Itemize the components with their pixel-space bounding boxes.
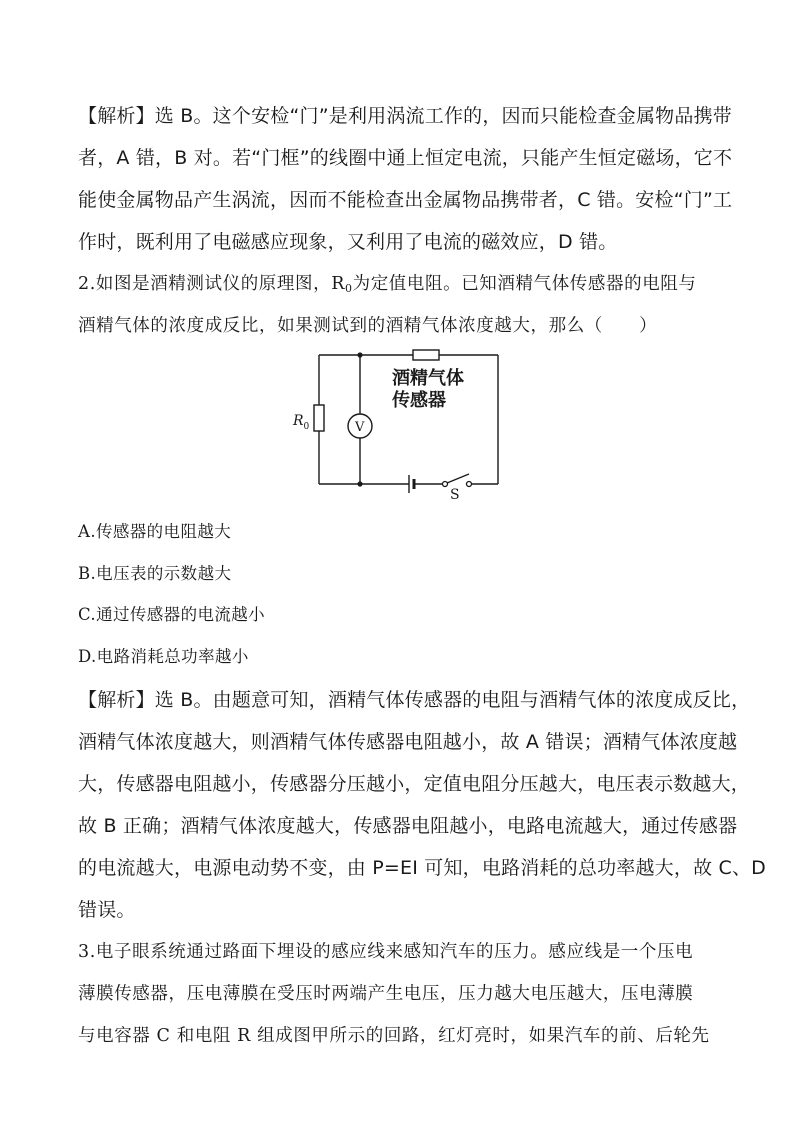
switch — [443, 474, 472, 487]
explanation-2-line: 故 B 正确；酒精气体浓度越大，传感器电阻越小，电路电流越大，通过传感器 — [78, 815, 738, 837]
question-2-line-2: 酒精气体的浓度成反比，如果测试到的酒精气体浓度越大，那么（ ） — [78, 316, 658, 336]
sensor-label-line-2: 传感器 — [392, 390, 446, 411]
explanation-1-line: 能使金属物品产生涡流，因而不能检查出金属物品携带者，C 错。安检“门”工 — [78, 189, 733, 211]
voltmeter-label: V — [355, 420, 365, 435]
battery — [409, 475, 414, 493]
question-3-line: 与电容器 C 和电阻 R 组成图甲所示的回路，红灯亮时，如果汽车的前、后轮先 — [78, 1026, 710, 1046]
explanation-1-line: 【解析】选 B。这个安检“门”是利用涡流工作的，因而只能检查金属物品携带 — [78, 105, 732, 127]
question-2-prefix: 2.如图是酒精测试仪的原理图，R — [78, 274, 345, 294]
circuit-diagram — [0, 0, 794, 520]
explanation-1-line: 者，A 错，B 对。若“门框”的线圈中通上恒定电流，只能产生恒定磁场，它不 — [78, 147, 733, 169]
explanation-2-line: 酒精气体浓度越大，则酒精气体传感器电阻越小，故 A 错误；酒精气体浓度越 — [78, 731, 738, 753]
option-d: D.电路消耗总功率越小 — [78, 647, 249, 666]
question-3-line: 3.电子眼系统通过路面下埋设的感应线来感知汽车的压力。感应线是一个压电 — [78, 942, 694, 962]
sensor-resistor — [413, 350, 439, 360]
sensor-label-line-1: 酒精气体 — [392, 368, 464, 389]
junction-dot — [357, 481, 362, 486]
explanation-2-line: 错误。 — [78, 899, 136, 921]
question-3-line: 薄膜传感器，压电薄膜在受压时两端产生电压，压力越大电压越大，压电薄膜 — [78, 984, 694, 1004]
explanation-2-line: 的电流越大，电源电动势不变，由 P=EI 可知，电路消耗的总功率越大，故 C、D — [78, 857, 767, 879]
r0-subscript: 0 — [344, 282, 353, 295]
explanation-1-line: 作时，既利用了电磁感应现象，又利用了电流的磁效应，D 错。 — [78, 231, 618, 253]
explanation-2-line: 大，传感器电阻越小，传感器分压越小，定值电阻分压越大，电压表示数越大， — [78, 773, 751, 795]
option-c: C.通过传感器的电流越小 — [78, 605, 266, 624]
r0-label: $R_0$ — [293, 413, 310, 432]
option-b: B.电压表的示数越大 — [78, 564, 232, 583]
switch-label: S — [450, 487, 460, 503]
question-2-suffix: 为定值电阻。已知酒精气体传感器的电阻与 — [352, 274, 697, 294]
explanation-2-line: 【解析】选 B。由题意可知，酒精气体传感器的电阻与酒精气体的浓度成反比， — [78, 689, 751, 711]
option-a: A.传感器的电阻越大 — [78, 522, 232, 541]
junction-dot — [357, 352, 362, 357]
r0-resistor — [314, 405, 324, 431]
